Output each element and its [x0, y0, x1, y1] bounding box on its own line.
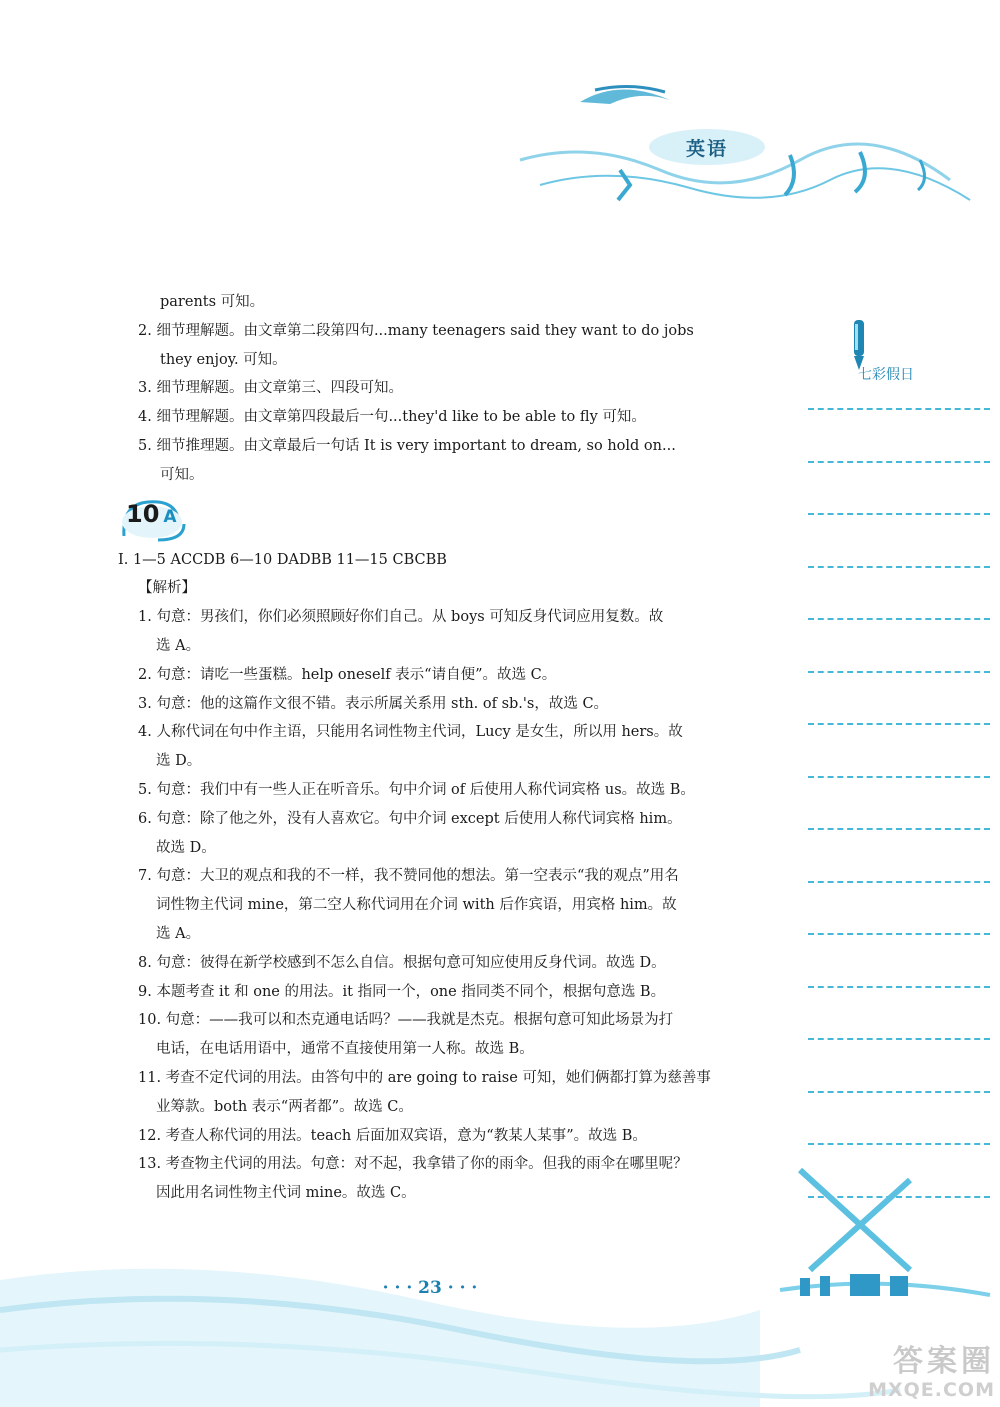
margin-line	[808, 828, 990, 830]
explanation-line: 6. 句意：除了他之外，没有人喜欢它。句中介词 except 后使用人称代词宾格 him。	[138, 810, 682, 827]
answer-line: 可知。	[160, 466, 204, 483]
explanation-line: 9. 本题考查 it 和 one 的用法。it 指同一个，one 指同类不同个，根据句意选 B。	[138, 983, 666, 1000]
explanation-line: 选 A。	[156, 637, 201, 654]
explanation-line: 10. 句意：——我可以和杰克通电话吗？——我就是杰克。根据句意可知此场景为打	[138, 1012, 674, 1029]
explanation-line: 12. 考查人称代词的用法。teach 后面加双宾语，意为“教某人某事”。故选 B。	[138, 1127, 647, 1144]
explanation-line: 7. 句意：大卫的观点和我的不一样，我不赞同他的想法。第一空表示“我的观点”用名	[138, 868, 679, 885]
watermark-url: MXQE.COM	[868, 1379, 995, 1401]
margin-line	[808, 1143, 990, 1145]
answer-line: 5. 细节推理题。由文章最后一句话 It is very important to dream, so hold on...	[138, 437, 676, 454]
margin-line	[808, 776, 990, 778]
explanation-line: 选 D。	[156, 753, 202, 770]
margin-line	[808, 881, 990, 883]
explanation-line: 2. 句意：请吃一些蛋糕。help oneself 表示“请自便”。故选 C。	[138, 666, 557, 683]
section-badge	[118, 496, 748, 542]
margin-line	[808, 618, 990, 620]
watermark	[805, 1345, 995, 1405]
margin-note-lines	[808, 408, 990, 1248]
margin-line	[808, 723, 990, 725]
margin-line	[808, 671, 990, 673]
section-letter: A	[163, 506, 177, 527]
explanation-line: 11. 考查不定代词的用法。由答句中的 are going to raise 可知，她们俩都打算为慈善事	[138, 1069, 711, 1086]
margin-line	[808, 513, 990, 515]
explanation-line: 故选 D。	[156, 839, 216, 856]
explanation-line: 因此用名词性物主代词 mine。故选 C。	[156, 1185, 416, 1202]
explanation-line: 13. 考查物主代词的用法。句意：对不起，我拿错了你的雨伞。但我的雨伞在哪里呢？	[138, 1156, 688, 1173]
explanation-line: 5. 句意：我们中有一些人正在听音乐。句中介词 of 后使用人称代词宾格 us。故选 B。	[138, 781, 695, 798]
margin-line	[808, 1091, 990, 1093]
answers-line: Ⅰ. 1—5 ACCDB 6—10 DADBB 11—15 CBCBB	[118, 551, 447, 568]
analysis-heading: 【解析】	[138, 580, 196, 597]
margin-line	[808, 461, 990, 463]
margin-line	[808, 566, 990, 568]
answer-line: 3. 细节理解题。由文章第三、四段可知。	[138, 380, 403, 397]
explanation-line: 词性物主代词 mine，第二空人称代词用在介词 with 后作宾语，用宾格 him。故	[156, 897, 677, 914]
explanation-list	[118, 603, 748, 1208]
answer-line: parents 可知。	[160, 294, 265, 310]
explanation-line: 选 A。	[156, 925, 201, 942]
page-number: · · · 23 · · ·	[382, 1278, 478, 1298]
page-content	[118, 288, 748, 1208]
margin-line	[808, 408, 990, 410]
explanation-line: 1. 句意：男孩们，你们必须照顾好你们自己。从 boys 可知反身代词应用复数。故	[138, 609, 664, 626]
answer-line: they enjoy. 可知。	[160, 351, 287, 368]
watermark-text: 答案圈	[893, 1344, 995, 1379]
margin-line	[808, 933, 990, 935]
explanation-line: 4. 人称代词在句中作主语，只能用名词性物主代词，Lucy 是女生，所以用 hers。故	[138, 724, 683, 741]
answer-line: 4. 细节理解题。由文章第四段最后一句...they'd like to be able to fly 可知。	[138, 409, 646, 426]
margin-label: 七彩假日	[858, 367, 914, 383]
explanation-line: 电话，在电话用语中，通常不直接使用第一人称。故选 B。	[156, 1041, 534, 1058]
previous-answers	[118, 288, 748, 490]
subject-label: 英语	[685, 138, 728, 160]
explanation-line: 3. 句意：他的这篇作文很不错。表示所属关系用 sth. of sb.'s，故选 C。	[138, 695, 609, 712]
answer-line: 2. 细节理解题。由文章第二段第四句...many teenagers said they want to do jobs	[138, 322, 694, 339]
explanation-line: 业筹款。both 表示“两者都”。故选 C。	[156, 1098, 413, 1115]
margin-line	[808, 986, 990, 988]
section-number: 10	[126, 499, 160, 528]
margin-line	[808, 1038, 990, 1040]
explanation-line: 8. 句意：彼得在新学校感到不怎么自信。根据句意可知应使用反身代词。故选 D。	[138, 954, 666, 971]
